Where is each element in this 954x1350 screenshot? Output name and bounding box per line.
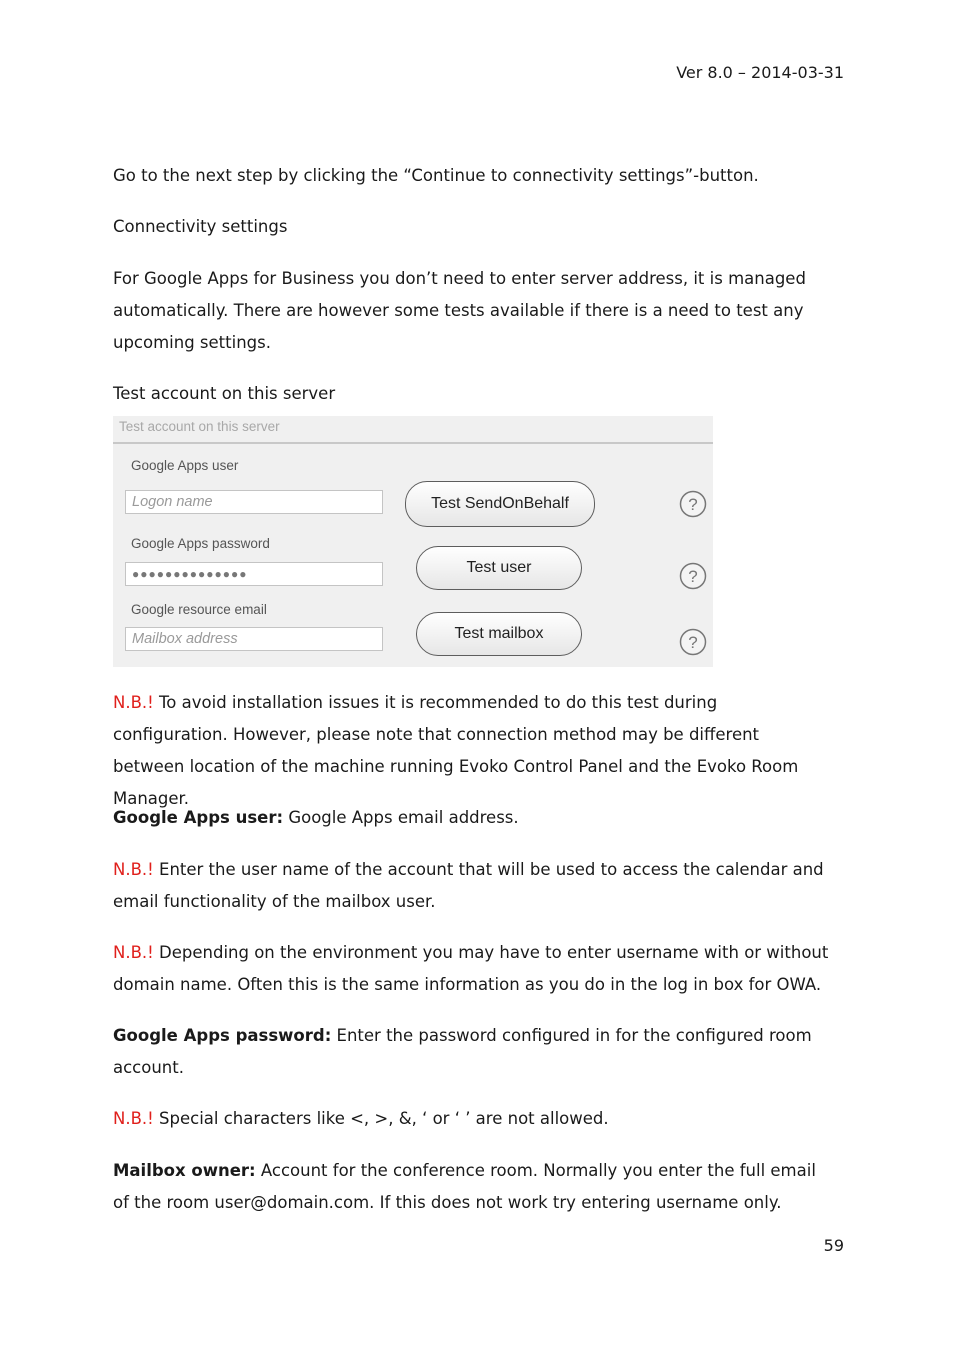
term-label: Mailbox owner: xyxy=(113,1161,256,1180)
svg-text:?: ? xyxy=(688,567,698,586)
paragraph-google-apps: For Google Apps for Business you don’t need to enter server address, it is managed automatically. There are however some tests available if there is a need to test any upcoming settings. xyxy=(113,269,806,352)
nb-label: N.B.! xyxy=(113,860,154,879)
heading-test-account: Test account on this server xyxy=(113,384,336,403)
nb-paragraph-domain xyxy=(113,937,833,1001)
nb-text: Special characters like <, >, &, ‘ or ‘ ’ are not allowed. xyxy=(153,1109,609,1128)
term-label: Google Apps user: xyxy=(113,808,284,827)
nb-label: N.B.! xyxy=(113,1109,154,1128)
google-apps-password-label: Google Apps password xyxy=(131,536,270,551)
nb-label: N.B.! xyxy=(113,943,154,962)
nb-text: To avoid installation issues it is recommended to do this test during configuration. However, please note that connection method may be different between location of the machine running Evoko Control Panel and the Evoko Room Manager. xyxy=(113,693,799,808)
page-number: 59 xyxy=(823,1236,844,1255)
panel-title: Test account on this server xyxy=(119,419,280,434)
test-mailbox-button[interactable]: Test mailbox xyxy=(416,612,582,656)
nb-paragraph-username xyxy=(113,854,833,918)
password-input[interactable]: ●●●●●●●●●●●●●● xyxy=(125,562,383,586)
term-text: Enter the password configured in for the configured room account. xyxy=(113,1026,812,1077)
svg-text:?: ? xyxy=(688,495,698,514)
nb-paragraph-installation xyxy=(113,687,833,815)
logon-name-input[interactable]: Logon name xyxy=(125,490,383,514)
panel-divider xyxy=(113,442,713,444)
term-label: Google Apps password: xyxy=(113,1026,332,1045)
mailbox-owner-paragraph xyxy=(113,1155,833,1219)
help-icon[interactable] xyxy=(679,628,707,656)
svg-text:?: ? xyxy=(688,633,698,652)
nb-text: Depending on the environment you may have to enter username with or without domain name. Often this is the same information as you do in the log in box for OWA. xyxy=(113,943,829,994)
term-text: Account for the conference room. Normally you enter the full email of the room user@domain.com. If this does not work try entering username only. xyxy=(113,1161,816,1212)
help-icon[interactable] xyxy=(679,490,707,518)
heading-connectivity: Connectivity settings xyxy=(113,217,288,236)
nb-paragraph-special-chars xyxy=(113,1103,833,1135)
version-header: Ver 8.0 – 2014-03-31 xyxy=(676,63,844,82)
google-apps-user-paragraph xyxy=(113,802,833,834)
mailbox-address-input[interactable]: Mailbox address xyxy=(125,627,383,651)
test-user-button[interactable]: Test user xyxy=(416,546,582,590)
test-account-panel xyxy=(113,416,713,667)
help-icon[interactable] xyxy=(679,562,707,590)
test-sendonbehalf-button[interactable]: Test SendOnBehalf xyxy=(405,481,595,527)
nb-text: Enter the user name of the account that will be used to access the calendar and email functionality of the mailbox user. xyxy=(113,860,824,911)
paragraph-continue: Go to the next step by clicking the “Continue to connectivity settings”-button. xyxy=(113,166,759,185)
google-resource-email-label: Google resource email xyxy=(131,602,267,617)
nb-label: N.B.! xyxy=(113,693,154,712)
google-apps-user-label: Google Apps user xyxy=(131,458,239,473)
google-apps-password-paragraph xyxy=(113,1020,833,1084)
term-text: Google Apps email address. xyxy=(283,808,519,827)
